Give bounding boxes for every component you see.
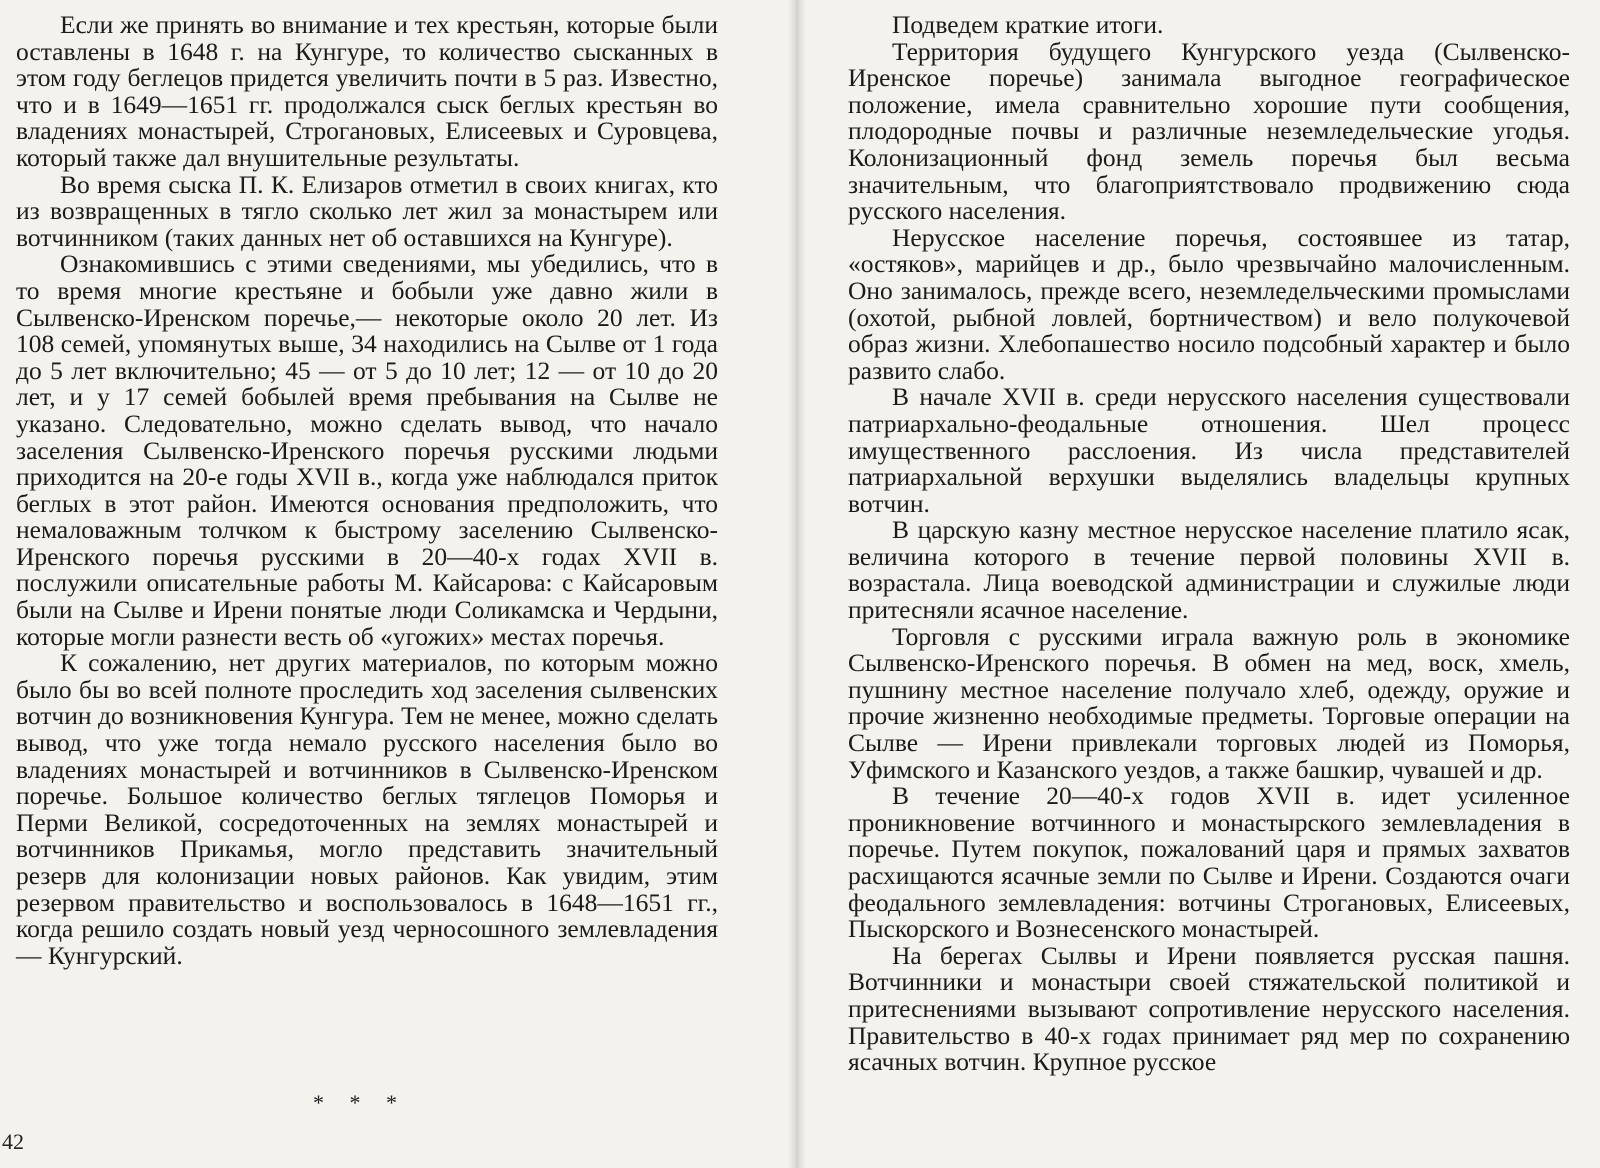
left-paragraph-1: Если же принять во внимание и тех крестьян, которые были оставлены в 1648 г. на Кунгуре, то количество сысканных в этом году беглецов придется увеличить почти в 5 раз. Известно, что и в 1649—1651 гг. продолжался сыск беглых крестьян во владениях монастырей, Строгановых, Елисеевых и Суровцева, который также дал внушительные результаты.: [16, 10, 718, 172]
right-paragraph-2: Территория будущего Кунгурского уезда (Сылвенско-Иренское поречье) занимала выгодное географическое положение, имела сравнительно хорошие пути сообщения, плодородные почвы и различные неземледельческие угодья. Колонизационный фонд земель поречья был весьма значительным, что благоприятствовало продвижению сюда русского населения.: [848, 36, 1570, 226]
left-paragraph-3: Ознакомившись с этими сведениями, мы убедились, что в то время многие крестьяне и бобыли уже давно жили в Сылвенско-Иренском поречье,— некоторые около 20 лет. Из 108 семей, упомянутых выше, 34 находились на Сылве от 1 года до 5 лет включительно; 45 — от 5 до 10 лет; 12 — от 10 до 20 лет, и у 17 семей бобылей время пребывания на Сылве не указано. Следовательно, можно сделать вывод, что начало заселения Сылвенско-Иренского поречья русскими людьми приходится на 20-е годы XVII в., когда уже наблюдался приток беглых в этот район. Имеются основания предположить, что немаловажным толчком к быстрому заселению Сылвенско-Иренского поречья русскими в 20—40-х годах XVII в. послужили описательные работы М. Кайсарова: с Кайсаровым были на Сылве и Ирени понятые люди Соликамска и Чердыни, которые могли разнести весть об «угожих» местах поречья.: [16, 249, 718, 651]
left-paragraph-2: Во время сыска П. К. Елизаров отметил в своих книгах, кто из возвращенных в тягло сколько лет жил за монастырем или вотчинником (таких данных нет об оставшихся на Кунгуре).: [16, 169, 718, 252]
right-paragraph-1: Подведем краткие итоги.: [892, 10, 1164, 39]
right-paragraph-4: В начале XVII в. среди нерусского населения существовали патриархально-феодальные отношения. Шел процесс имущественного расслоения. Из числа представителей патриархальной верхушки выделялись владельцы крупных вотчин.: [848, 382, 1570, 518]
right-paragraph-7: В течение 20—40-х годов XVII в. идет усиленное проникновение вотчинного и монастырского землевладения в поречье. Путем покупок, пожалований царя и прямых захватов расхищаются ясачные земли по Сылве и Ирени. Создаются очаги феодального землевладения: вотчины Строгановых, Елисеевых, Пыскорского и Вознесенского монастырей.: [848, 781, 1570, 944]
right-paragraph-3: Нерусское население поречья, состоявшее из татар, «остяков», марийцев и др., было чрезвычайно малочисленным. Оно занималось, прежде всего, неземледельческими промыслами (охотой, рыбной ловлей, бортничеством) и вело полукочевой образ жизни. Хлебопашество носило подсобный характер и было развито слабо.: [848, 222, 1570, 385]
right-page: [804, 0, 1600, 1168]
left-paragraph-4: К сожалению, нет других материалов, по которым можно было бы во всей полноте проследить ход заселения сылвенских вотчин до возникновения Кунгура. Тем не менее, можно сделать вывод, что уже тогда немало русского населения было во владениях монастырей и вотчинников в Сылвенско-Иренском поречье. Большое количество беглых тяглецов Поморья и Перми Великой, сосредоточенных на землях монастырей и вотчинников Прикамья, могло представить значительный резерв для колонизации новых районов. Как увидим, этим резервом правительство и воспользовалось в 1648—1651 гг., когда решило создать новый уезд черносошного землевладения — Кунгурский.: [16, 648, 718, 970]
page-number-left: 42: [2, 1129, 24, 1154]
left-page: [0, 0, 790, 1168]
right-paragraph-6: Торговля с русскими играла важную роль в экономике Сылвенско-Иренского поречья. В обмен на мед, воск, хмель, пушнину местное население получало хлеб, одежду, оружие и прочие жизненно необходимые предметы. Торговые операции на Сылве — Ирени привлекали торговых людей из Поморья, Уфимского и Казанского уездов, а также башкир, чувашей и др.: [848, 621, 1570, 784]
right-paragraph-5: В царскую казну местное нерусское население платило ясак, величина которого в течение первой половины XVII в. возрастала. Лица воеводской администрации и служилые люди притесняли ясачное население.: [848, 515, 1570, 625]
right-paragraph-8: На берегах Сылвы и Ирени появляется русская пашня. Вотчинники и монастыри своей стяжательской политикой и притеснениями вызывают сопротивление нерусского населения. Правительство в 40-х годах принимает ряд мер по сохранению ясачных вотчин. Крупное русское: [848, 940, 1570, 1077]
section-divider: * * *: [313, 1090, 407, 1115]
